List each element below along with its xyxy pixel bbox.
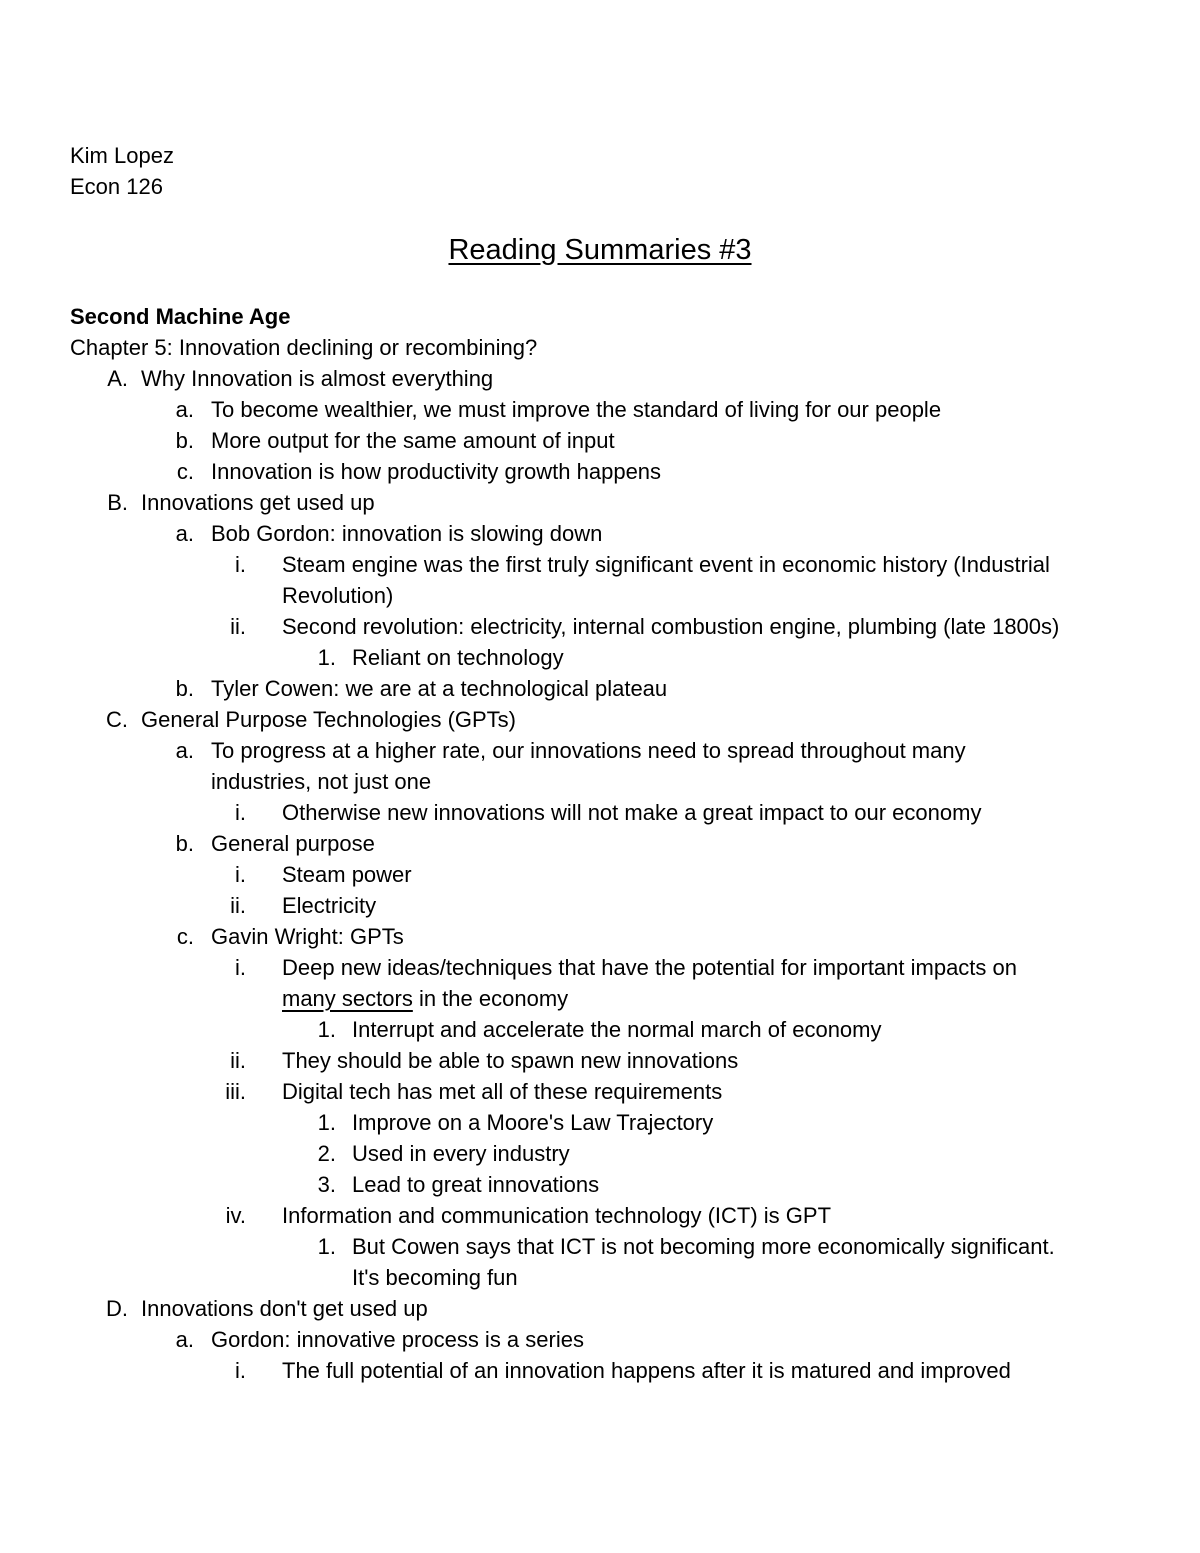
list-marker: b. [175, 676, 194, 701]
section-heading: Second Machine Age [70, 304, 291, 329]
list-marker: i. [235, 800, 246, 825]
list-marker: 1. [317, 1017, 336, 1042]
list-item-text: industries, not just one [211, 769, 432, 794]
list-marker: a. [175, 521, 194, 546]
list-item-text: Why Innovation is almost everything [141, 366, 494, 391]
list-item-text: Deep new ideas/techniques that have the potential for important impacts on [282, 955, 1018, 980]
author-name: Kim Lopez [70, 143, 174, 168]
list-marker: iii. [225, 1079, 246, 1104]
list-item-text: Innovations don't get used up [141, 1296, 428, 1321]
list-item-text: Electricity [282, 893, 377, 918]
list-item-text-group [282, 983, 568, 1014]
list-marker: b. [175, 831, 194, 856]
list-item-text: Bob Gordon: innovation is slowing down [211, 521, 603, 546]
list-item-text: Tyler Cowen: we are at a technological plateau [211, 676, 668, 701]
list-item-text: General Purpose Technologies (GPTs) [141, 707, 517, 732]
list-marker: i. [235, 955, 246, 980]
list-marker: 1. [317, 645, 336, 670]
list-marker: a. [175, 397, 194, 422]
list-item-text: Reliant on technology [352, 645, 564, 670]
list-marker: iv. [225, 1203, 246, 1228]
list-item-text: To progress at a higher rate, our innovations need to spread throughout many [211, 738, 966, 763]
list-item-text: But Cowen says that ICT is not becoming more economically significant. [352, 1234, 1055, 1259]
list-marker: B. [107, 490, 128, 515]
list-item-text: The full potential of an innovation happens after it is matured and improved [282, 1358, 1011, 1383]
list-marker: ii. [230, 614, 246, 639]
list-marker: i. [235, 1358, 246, 1383]
chapter-title: Chapter 5: Innovation declining or recombining? [70, 335, 538, 360]
list-marker: i. [235, 862, 246, 887]
list-marker: c. [176, 924, 194, 949]
list-marker: c. [176, 459, 194, 484]
list-item-text: They should be able to spawn new innovations [282, 1048, 739, 1073]
list-item-text: Innovation is how productivity growth happens [211, 459, 662, 484]
list-item-text: Lead to great innovations [352, 1172, 600, 1197]
list-item-text: in the economy [412, 986, 569, 1011]
list-item-text: More output for the same amount of input [211, 428, 615, 453]
list-item-text: To become wealthier, we must improve the standard of living for our people [211, 397, 942, 422]
list-marker: a. [175, 738, 194, 763]
list-item-text: Interrupt and accelerate the normal march of economy [352, 1017, 882, 1042]
list-marker: A. [107, 366, 128, 391]
list-marker: b. [175, 428, 194, 453]
list-marker: 3. [317, 1172, 336, 1197]
list-item-text: General purpose [211, 831, 375, 856]
list-marker: 1. [317, 1110, 336, 1135]
document-title: Reading Summaries #3 [448, 234, 752, 266]
list-item-text: Revolution) [282, 583, 394, 608]
list-marker: a. [175, 1327, 194, 1352]
list-item-text: Gordon: innovative process is a series [211, 1327, 584, 1352]
list-marker: C. [106, 707, 128, 732]
list-item-text: Used in every industry [352, 1141, 570, 1166]
list-item-text: Information and communication technology (ICT) is GPT [282, 1203, 832, 1228]
list-item-text: It's becoming fun [352, 1265, 518, 1290]
list-item-text: Steam engine was the first truly significant event in economic history (Industrial [282, 552, 1050, 577]
list-marker: ii. [230, 893, 246, 918]
list-item-text: Innovations get used up [141, 490, 375, 515]
underlined-emphasis: many sectors [282, 986, 413, 1011]
list-item-text: Improve on a Moore's Law Trajectory [352, 1110, 714, 1135]
list-marker: D. [106, 1296, 128, 1321]
list-marker: i. [235, 552, 246, 577]
list-item-text: Digital tech has met all of these requirements [282, 1079, 723, 1104]
list-marker: 1. [317, 1234, 336, 1259]
list-marker: 2. [317, 1141, 336, 1166]
list-marker: ii. [230, 1048, 246, 1073]
list-item-text: Second revolution: electricity, internal combustion engine, plumbing (late 1800s) [282, 614, 1060, 639]
list-item-text: Otherwise new innovations will not make a great impact to our economy [282, 800, 982, 825]
course-name: Econ 126 [70, 174, 163, 199]
list-item-text: Steam power [282, 862, 412, 887]
list-item-text: Gavin Wright: GPTs [211, 924, 404, 949]
